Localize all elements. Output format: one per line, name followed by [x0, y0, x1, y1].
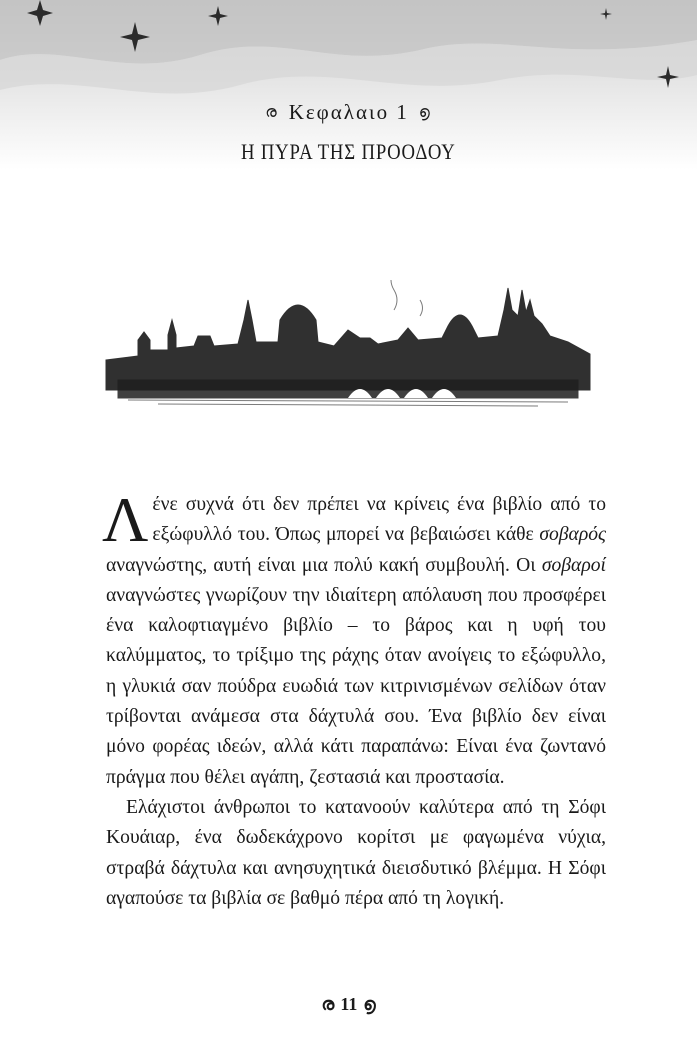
chapter-label-line — [0, 100, 697, 125]
emphasis-text: σοβαρός — [539, 524, 606, 546]
emphasis-text: σοβαροί — [541, 554, 606, 576]
paragraph-text: ένε συχνά ότι δεν πρέπει να κρίνεις ένα βιβλίο από το εξώφυλλό του. Όπως μπορεί να βεβαιώσει κάθε — [152, 494, 606, 546]
drop-cap: Λ — [102, 484, 149, 555]
paragraph — [102, 484, 606, 793]
chapter-header — [0, 100, 697, 165]
page-number: 11 — [340, 994, 358, 1014]
city-skyline-illustration — [98, 280, 598, 410]
chapter-body — [102, 484, 606, 914]
ornament-right-icon: ൭ — [363, 994, 376, 1014]
paragraph: Ελάχιστοι άνθρωποι το κατανοούν καλύτερα από τη Σόφι Κουάιαρ, ένα δωδεκάχρονο κορίτσι με φαγωμένα νύχια, στραβά δάχτυλα και ανησυχητικά διεισδυτικό βλέμμα. Η Σόφι αγαπούσε τα βιβλία σε βαθμό πέρα από τη λογική. — [106, 796, 606, 909]
paragraph-text: αναγνώστης, αυτή είναι μια πολύ κακή συμβουλή. Οι — [106, 554, 542, 576]
paragraph-text: αναγνώστες γνωρίζουν την ιδιαίτερη απόλαυση που προσφέρει ένα καλοφτιαγμένο βιβλίο – το βάρος και η υφή του καλύμματος, το τρίξιμο της ράχης όταν ανοίγεις το εξώφυλλο, η γλυκιά σαν πούδρα ευωδιά των κιτρινισμένων σελίδων όταν τρίβονται ανάμεσα στα δάχτυλά σου. Ένα βιβλίο δεν είναι μόνο φορέας ιδεών, αλλά κάτι παραπάνω: Είναι ένα ζωντανό πράγμα που θέλει αγάπη, ζεστασιά και προστασία. — [106, 584, 606, 788]
ornament-left-icon: ര — [265, 103, 279, 121]
chapter-title: Η ΠΥΡΑ ΤΗΣ ΠΡΟΟΔΟΥ — [241, 139, 456, 164]
ornament-right-icon: ൭ — [418, 103, 432, 121]
chapter-label: Κεφαλαιο 1 — [288, 100, 409, 124]
ornament-left-icon: ര — [321, 994, 335, 1014]
page-footer — [0, 994, 697, 1015]
